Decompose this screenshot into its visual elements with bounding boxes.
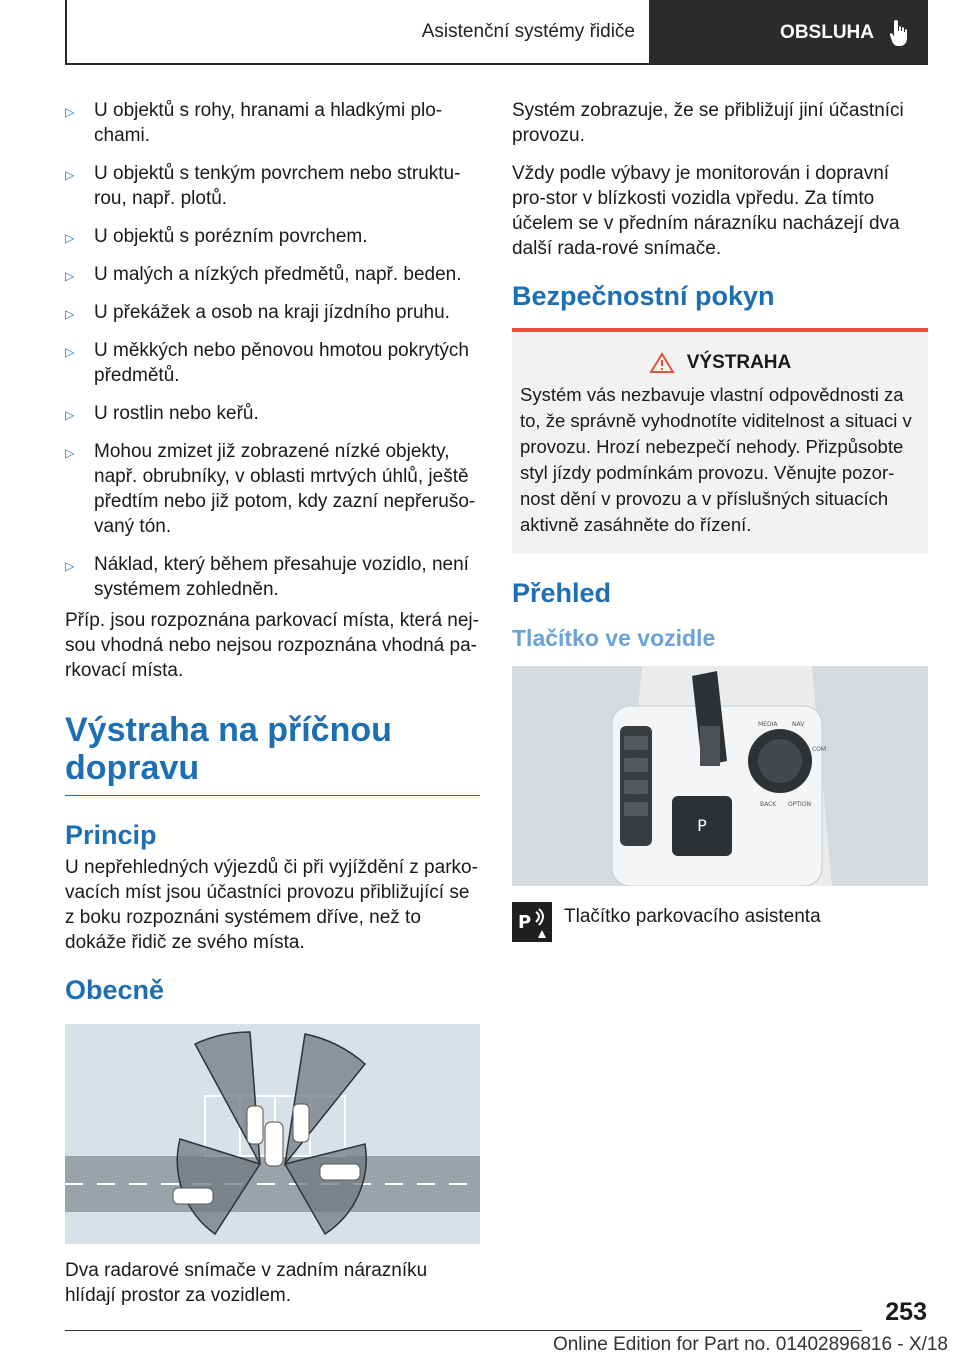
list-item: ▷ U objektů s rohy, hranami a hladkými plo-chami. [65,100,443,146]
triangle-bullet-icon: ▷ [65,446,75,460]
warning-box [512,328,928,554]
footer-divider [65,1330,862,1331]
list-item: ▷ U rostlin nebo keřů. [65,401,480,426]
heading-cross-traffic: Výstraha na příčnou dopravu [65,711,480,796]
figure-caption: Dva radarové snímače v zadním nárazníku hlídají prostor za vozidlem. [65,1260,428,1306]
radar-diagram [65,1024,480,1244]
footer-edition: Online Edition for Part no. 01402896816 - X/18 [552,1334,948,1355]
heading-overview: Přehled [512,578,612,608]
warning-text: Systém vás nezbavuje vlastní odpovědnosti za to, že správně vyhodnotíte viditelnost a situaci v provozu. Hrozí nebezpečí nehody. Přizpůsobte styl jízdy podmínkám provozu. Věnujte pozor-nost dění v provozu a v příslušných situacích aktivně zasáhněte do řízení. [520,384,912,535]
system-display-text: Systém zobrazuje, že se přibližují jiní účastníci provozu. [512,100,904,146]
page-number: 253 [885,1298,927,1326]
header-chapter-label: OBSLUHA [780,21,874,43]
list-item: ▷ Mohou zmizet již zobrazené nízké objekty, např. obrubníky, v oblasti mrtvých úhlů, ještě předtím nebo již potom, kdy zazní nepřerušo-vaný tón. [65,441,476,537]
list-item: ▷ U objektů s porézním povrchem. [65,224,480,249]
pointing-hand-icon [888,18,914,48]
list-item: ▷ U objektů s tenkým povrchem nebo struktu-rou, např. plotů. [65,163,461,209]
triangle-bullet-icon: ▷ [65,231,75,245]
park-assist-icon [512,902,552,942]
svg-text:P: P [518,912,532,933]
header-section-title: Asistenční systémy řidiče [65,0,649,65]
page-header [65,0,928,65]
park-assist-button-row [512,902,928,942]
right-column [512,98,928,942]
heading-button-in-car: Tlačítko ve vozidle [512,625,716,651]
triangle-bullet-icon: ▷ [65,408,75,422]
console-label-com: COM [812,746,827,753]
warning-header [520,352,920,374]
list-item: ▷ U překážek a osob na kraji jízdního pruhu. [65,300,480,325]
triangle-bullet-icon: ▷ [65,559,75,573]
svg-text:P: P [697,816,707,835]
console-label-media: MEDIA [758,721,778,728]
center-console-illustration [512,666,928,886]
limitations-list [65,98,480,602]
list-item: ▷ U malých a nízkých předmětů, např. beden. [65,262,480,287]
list-item: ▷ U měkkých nebo pěnovou hmotou pokrytých předmětů. [65,340,469,386]
triangle-bullet-icon: ▷ [65,345,75,359]
parking-note: Příp. jsou rozpoznána parkovací místa, která nej-sou vhodná nebo nejsou rozpoznána vhodná pa-rkovací místa. [65,610,479,681]
heading-safety: Bezpečnostní pokyn [512,281,775,311]
triangle-bullet-icon: ▷ [65,105,75,119]
warning-triangle-icon [649,352,675,374]
console-photo [512,666,928,886]
princip-text: U nepřehledných výjezdů či při vyjíždění z parko-vacích míst jsou účastníci provozu přibližující se z boku rozpoznáni systémem dříve, než to dokáže řidič ze svého místa. [65,857,478,953]
header-chapter [649,0,928,65]
front-sensors-text: Vždy podle výbavy je monitorován i dopravní pro-stor v blízkosti vozidla vpředu. Za tímto účelem se v předním nárazníku nacházejí dva další rada-rové snímače. [512,163,900,259]
left-column [65,98,480,1308]
triangle-bullet-icon: ▷ [65,307,75,321]
park-assist-caption: Tlačítko parkovacího asistenta [564,906,821,927]
list-item: ▷ Náklad, který během přesahuje vozidlo, není systémem zohledněn. [65,554,469,600]
triangle-bullet-icon: ▷ [65,168,75,182]
console-label-option: OPTION [788,801,811,808]
warning-title: VÝSTRAHA [686,352,792,373]
triangle-bullet-icon: ▷ [65,269,75,283]
console-label-nav: NAV [792,721,805,728]
heading-obecne: Obecně [65,975,165,1005]
console-label-back: BACK [760,801,777,808]
heading-princip: Princip [65,820,157,850]
radar-illustration [65,1024,480,1244]
